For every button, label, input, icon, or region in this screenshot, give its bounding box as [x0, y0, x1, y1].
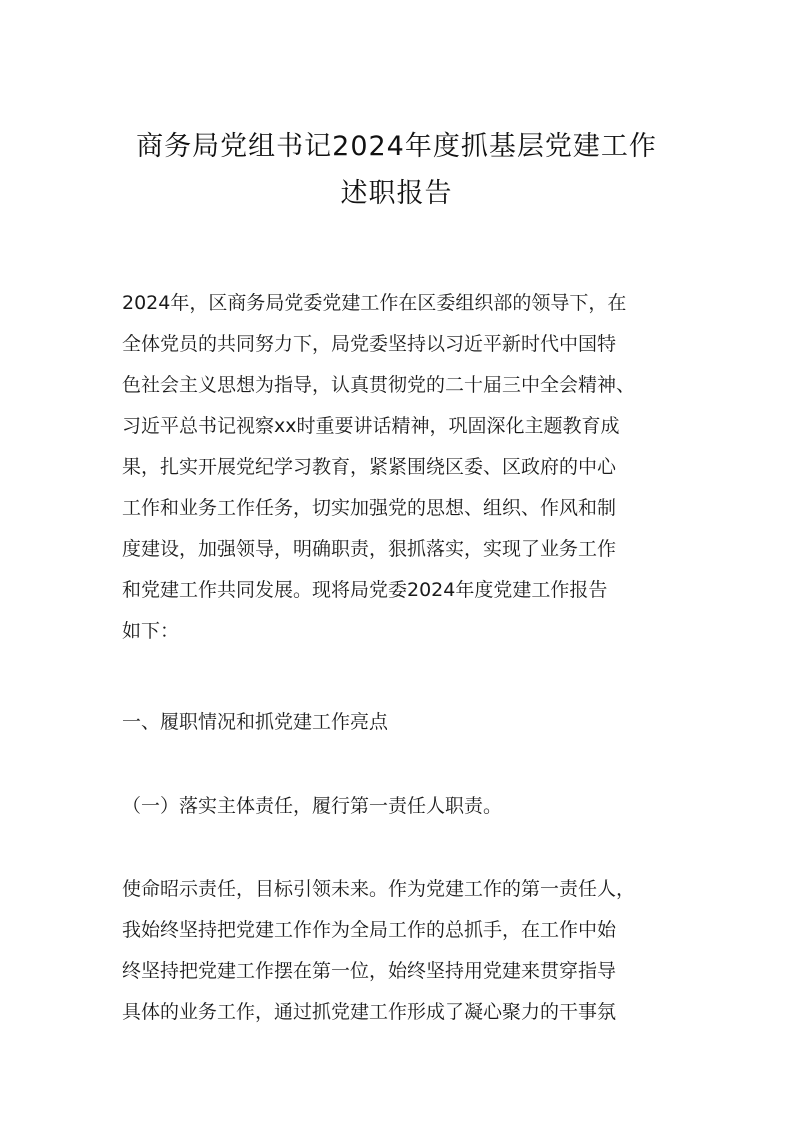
intro-line: 2024年，区商务局党委党建工作在区委组织部的领导下，在	[122, 292, 627, 314]
body-line: 使命昭示责任，目标引领未来。作为党建工作的第一责任人，	[122, 878, 636, 900]
document-title-line-1: 商务局党组书记2024年度抓基层党建工作	[136, 131, 657, 162]
intro-line: 如下：	[122, 620, 180, 642]
section-heading	[122, 702, 682, 743]
body-paragraph	[122, 869, 682, 1033]
body-line: 终坚持把党建工作摆在第一位，始终坚持用党建来贯穿指导	[122, 960, 617, 982]
body-line: 具体的业务工作，通过抓党建工作形成了凝心聚力的干事氛	[122, 1001, 617, 1023]
intro-paragraph	[122, 283, 682, 652]
intro-line: 工作和业务工作任务，切实加强党的思想、组织、作风和制	[122, 497, 617, 519]
document-title-line-2: 述职报告	[340, 178, 453, 209]
intro-line: 色社会主义思想为指导，认真贯彻党的二十届三中全会精神、	[122, 374, 636, 396]
intro-line: 果，扎实开展党纪学习教育，紧紧围绕区委、区政府的中心	[122, 456, 617, 478]
intro-line: 全体党员的共同努力下，局党委坚持以习近平新时代中国特	[122, 333, 617, 355]
subsection-heading	[122, 786, 682, 827]
intro-line: 度建设，加强领导，明确职责，狠抓落实，实现了业务工作	[122, 538, 617, 560]
section-heading-text: 一、履职情况和抓党建工作亮点	[122, 711, 389, 733]
intro-line: 和党建工作共同发展。现将局党委2024年度党建工作报告	[122, 579, 608, 601]
subsection-heading-text: （一）落实主体责任，履行第一责任人职责。	[122, 795, 503, 817]
intro-line: 习近平总书记视察xx时重要讲话精神，巩固深化主题教育成	[122, 415, 620, 437]
body-line: 我始终坚持把党建工作作为全局工作的总抓手，在工作中始	[122, 919, 617, 941]
